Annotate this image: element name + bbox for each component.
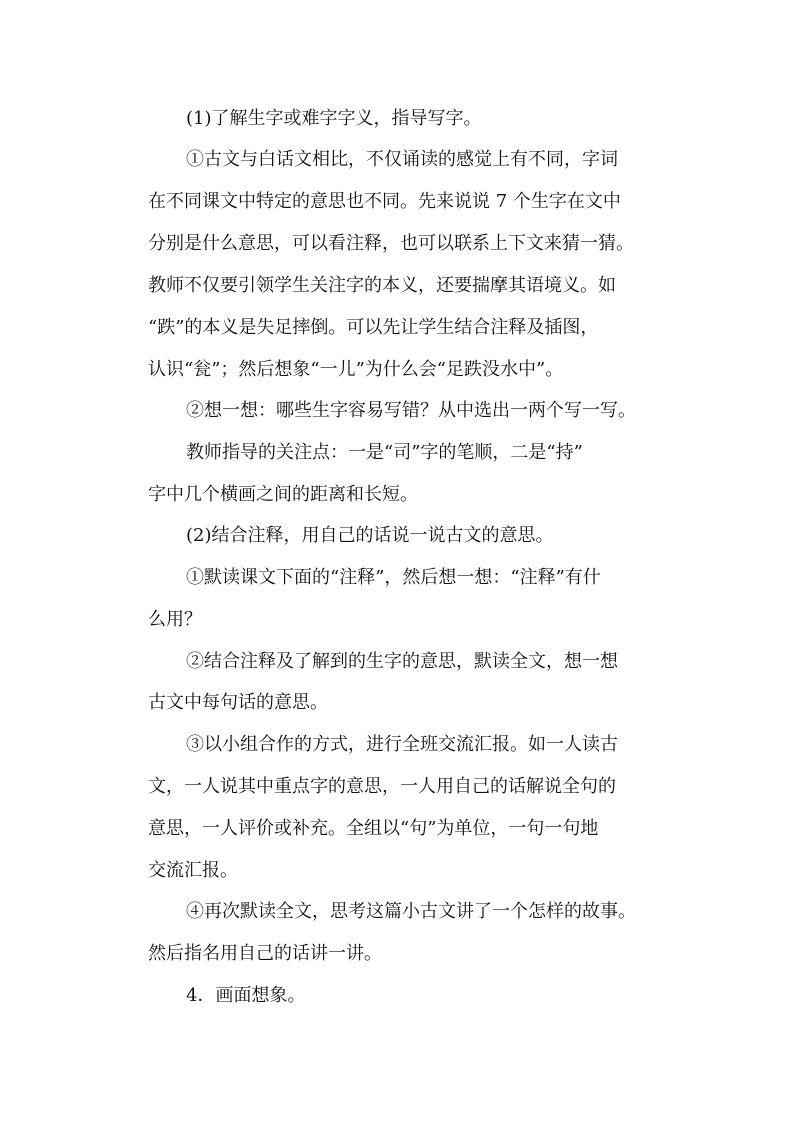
paragraph-2-line-1: ①古文与白话文相比，不仅诵读的感觉上有不同，字词	[186, 149, 618, 170]
paragraph-5-line-1: (2)结合注释，用自己的话说一说古文的意思。	[186, 525, 554, 546]
paragraph-3-line-1: ②想一想：哪些生字容易写错？从中选出一两个写一写。	[186, 400, 636, 421]
paragraph-9-line-1: ④再次默读全文，思考这篇小古文讲了一个怎样的故事。	[186, 901, 636, 922]
paragraph-8-line-4: 交流汇报。	[148, 860, 238, 881]
paragraph-10-line-1: 4．画面想象。	[186, 985, 306, 1006]
paragraph-2-line-3: 分别是什么意思，可以看注释，也可以联系上下文来猜一猜。	[148, 233, 634, 254]
paragraph-8-line-2: 文，一人说其中重点字的意思，一人用自己的话解说全句的	[148, 776, 616, 797]
paragraph-4-line-2: 字中几个横画之间的距离和长短。	[148, 484, 418, 505]
paragraph-2-line-2: 在不同课文中特定的意思也不同。先来说说 7 个生字在文中	[148, 191, 621, 212]
paragraph-2-line-4: 教师不仅要引领学生关注字的本义，还要揣摩其语境义。如	[148, 275, 616, 296]
paragraph-6-line-1: ①默读课文下面的“注释”，然后想一想：“注释”有什	[186, 567, 601, 588]
paragraph-1-line-1: (1)了解生字或难字字义，指导写字。	[186, 108, 482, 129]
paragraph-2-line-5: “跌”的本义是失足摔倒。可以先让学生结合注释及插图，	[148, 317, 599, 338]
paragraph-8-line-1: ③以小组合作的方式，进行全班交流汇报。如一人读古	[186, 734, 618, 755]
paragraph-4-line-1: 教师指导的关注点：一是“司”字的笔顺，二是“持”	[186, 442, 583, 463]
paragraph-2-line-6: 认识“瓮”；然后想象“一儿”为什么会“足跌没水中”。	[148, 359, 564, 380]
paragraph-8-line-3: 意思，一人评价或补充。全组以“句”为单位，一句一句地	[148, 818, 599, 839]
paragraph-7-line-1: ②结合注释及了解到的生字的意思，默读全文，想一想	[186, 651, 618, 672]
paragraph-7-line-2: 古文中每句话的意思。	[148, 692, 328, 713]
paragraph-6-line-2: 么用？	[148, 609, 202, 630]
paragraph-9-line-2: 然后指名用自己的话讲一讲。	[148, 943, 382, 964]
